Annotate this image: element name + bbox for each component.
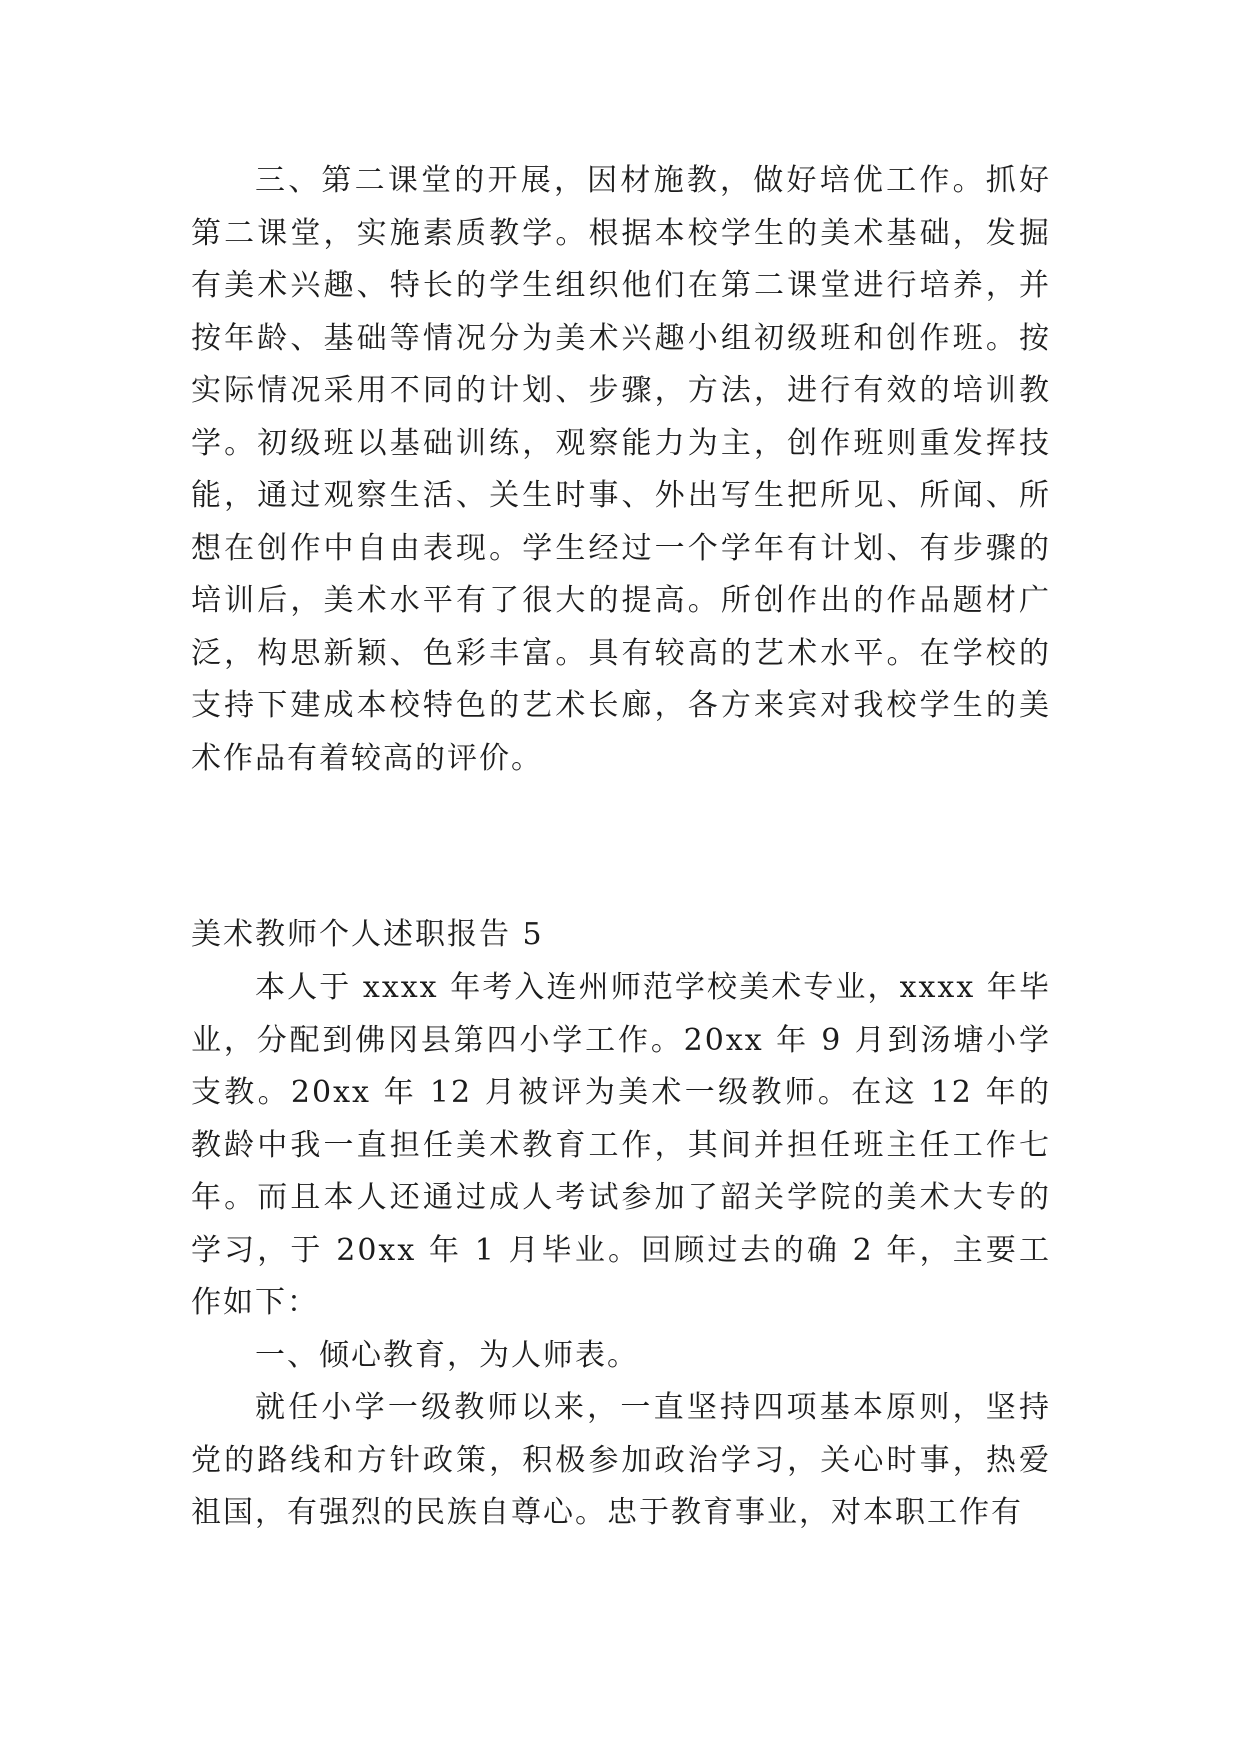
paragraph-second-classroom: 三、第二课堂的开展，因材施教，做好培优工作。抓好第二课堂，实施素质教学。根据本校学生的美术基础，发掘有美术兴趣、特长的学生组织他们在第二课堂进行培养，并按年龄、基础等情况分为美术兴趣小组初级班和创作班。按实际情况采用不同的计划、步骤，方法，进行有效的培训教学。初级班以基础训练，观察能力为主，创作班则重发挥技能，通过观察生活、关生时事、外出写生把所见、所闻、所想在创作中自由表现。学生经过一个学年有计划、有步骤的培训后，美术水平有了很大的提高。所创作出的作品题材广泛，构思新颖、色彩丰富。具有较高的艺术水平。在学校的支持下建成本校特色的艺术长廊，各方来宾对我校学生的美术作品有着较高的评价。 xyxy=(191,163,1051,776)
paragraph-subheading-1: 一、倾心教育，为人师表。 xyxy=(255,1337,639,1373)
paragraph-intro: 本人于 xxxx 年考入连州师范学校美术专业，xxxx 年毕业，分配到佛冈县第四小学工作。20xx 年 9 月到汤塘小学支教。20xx 年 12 月被评为美术一级教师。在这 12 年的教龄中我一直担任美术教育工作，其间并担任班主任工作七年。而且本人还通过成人考试参加了韶关学院的美术大专的学习，于 20xx 年 1 月毕业。回顾过去的确 2 年，主要工作如下： xyxy=(191,970,1051,1320)
paragraph-principles: 就任小学一级教师以来，一直坚持四项基本原则，坚持党的路线和方针政策，积极参加政治学习，关心时事，热爱祖国，有强烈的民族自尊心。忠于教育事业，对本职工作有 xyxy=(191,1390,1051,1530)
section-title: 美术教师个人述职报告 5 xyxy=(191,917,544,952)
section-2-body xyxy=(191,962,1051,1540)
section-1-body xyxy=(191,155,1051,785)
